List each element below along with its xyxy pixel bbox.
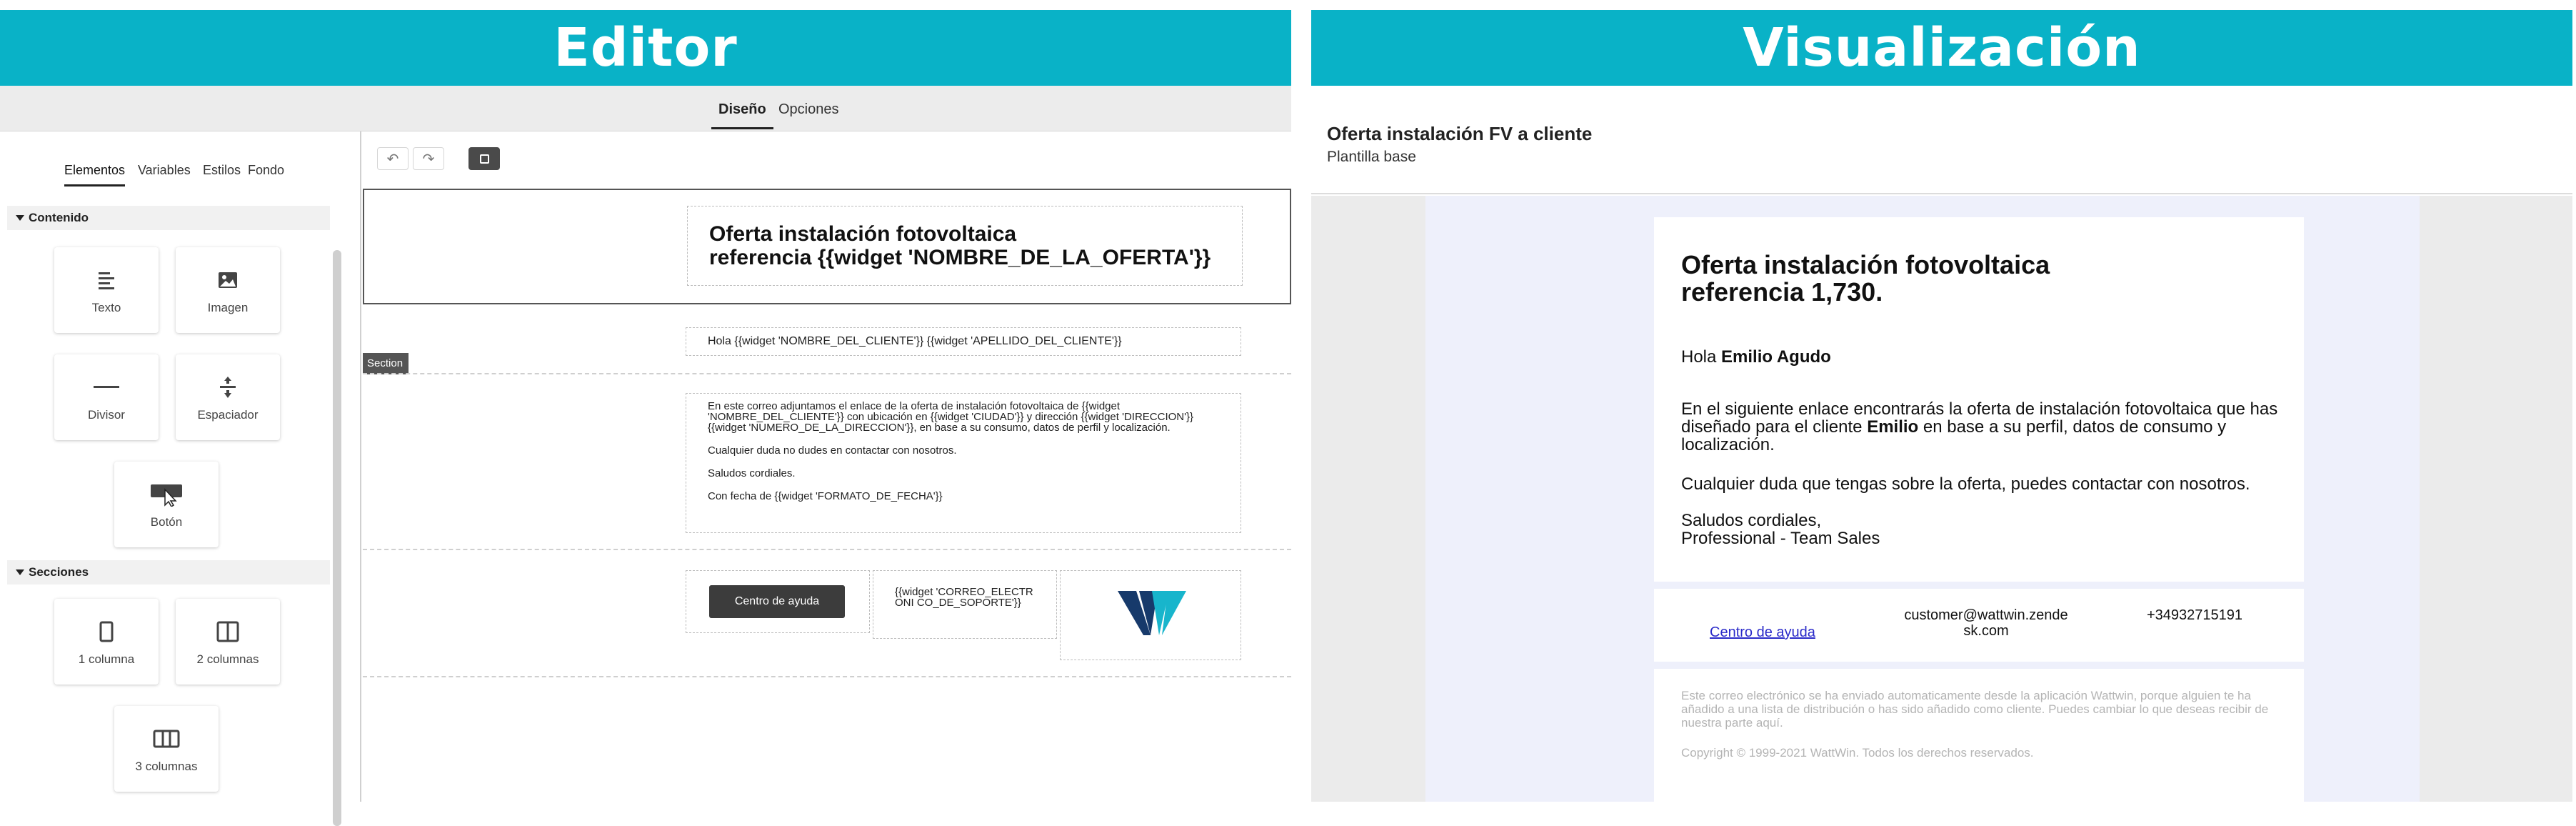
preview-banner-title: Visualización: [1743, 17, 2141, 79]
support-email-block[interactable]: [873, 570, 1057, 639]
email-body-paragraph-2: Cualquier duda que tengas sobre la oferta, puedes contactar con nosotros.: [1681, 474, 2250, 494]
support-email-line-2: sk.com: [1963, 623, 2009, 639]
email-body-paragraph-1: [1681, 400, 2295, 454]
undo-icon: ↶: [386, 151, 399, 167]
email-body-client-name: Emilio: [1867, 417, 1919, 437]
sections-header-label: Secciones: [29, 565, 89, 579]
editor-banner-title: Editor: [553, 17, 738, 79]
section-two-columns-label: 2 columnas: [196, 652, 259, 666]
support-email-widget: {{widget 'CORREO_ELECTRONI CO_DE_SOPORTE'}}: [895, 586, 1033, 609]
one-column-icon: [54, 620, 159, 643]
sidebar-scrollbar-thumb[interactable]: [333, 250, 341, 826]
template-name: Plantilla base: [1327, 149, 1416, 165]
section-one-column-label: 1 columna: [78, 652, 135, 666]
preview-header: [1311, 86, 2572, 194]
body-block[interactable]: [686, 393, 1241, 533]
spacer-icon: [176, 376, 280, 399]
section-one-column[interactable]: [54, 599, 159, 685]
email-title-line-2: referencia 1,730.: [1681, 277, 1883, 307]
canvas-section-header[interactable]: [363, 189, 1291, 304]
body-paragraph-2: Cualquier duda no dudes en contactar con nosotros.: [708, 444, 957, 457]
content-header-label: Contenido: [29, 211, 89, 224]
support-email-line-1: customer@wattwin.zende: [1904, 607, 2068, 623]
sections-section-header[interactable]: [7, 560, 330, 584]
preview-toggle-button[interactable]: [468, 147, 500, 170]
help-center-link[interactable]: Centro de ayuda: [1710, 625, 1815, 640]
caret-down-icon: [16, 569, 24, 575]
element-button[interactable]: [114, 462, 219, 547]
element-text-label: Texto: [91, 301, 121, 314]
two-columns-icon: [176, 620, 280, 643]
element-text[interactable]: [54, 247, 159, 333]
canvas-section-divider: [363, 373, 1291, 374]
email-copyright: Copyright © 1999-2021 WattWin. Todos los derechos reservados.: [1681, 746, 2034, 760]
redo-icon: ↷: [422, 151, 435, 167]
divider-icon: [54, 376, 159, 399]
element-image-label: Imagen: [207, 301, 249, 314]
email-greeting: [1681, 347, 1831, 367]
tab-opciones[interactable]: Opciones: [778, 101, 839, 117]
text-align-icon: [54, 269, 159, 292]
element-spacer[interactable]: [176, 354, 280, 440]
section-three-columns-label: 3 columnas: [135, 760, 198, 773]
element-image[interactable]: [176, 247, 280, 333]
title-line-2: referencia {{widget 'NOMBRE_DE_LA_OFERTA'}}: [709, 246, 1211, 269]
email-disclaimer-card: [1654, 669, 2304, 802]
email-background: [1425, 196, 2420, 802]
email-greeting-name: Emilio Agudo: [1721, 347, 1831, 367]
side-tab-fondo[interactable]: Fondo: [248, 163, 285, 177]
caret-down-icon: [16, 215, 24, 221]
email-name: Oferta instalación FV a cliente: [1327, 123, 1593, 144]
email-contact-card: [1654, 589, 2304, 662]
preview-panel: [1311, 86, 2572, 802]
greeting-block[interactable]: [686, 327, 1241, 356]
element-divider[interactable]: [54, 354, 159, 440]
editor-panel: [0, 86, 1291, 802]
editor-banner: [0, 10, 1291, 86]
side-tab-variables[interactable]: Variables: [138, 163, 191, 177]
preview-body: [1311, 196, 2572, 802]
email-title-line-1: Oferta instalación fotovoltaica: [1681, 250, 2050, 279]
side-tab-elementos[interactable]: Elementos: [64, 163, 126, 177]
square-icon: [480, 154, 489, 164]
content-section-header[interactable]: [7, 206, 330, 230]
image-icon: [176, 269, 280, 292]
element-divider-label: Divisor: [88, 408, 125, 422]
tab-diseno[interactable]: Diseño: [718, 101, 766, 117]
email-main-card: [1654, 217, 2304, 582]
logo-block[interactable]: [1060, 570, 1241, 660]
elements-sidebar: [0, 131, 361, 802]
body-paragraph-4: Con fecha de {{widget 'FORMATO_DE_FECHA'}}: [708, 490, 943, 502]
support-phone: +34932715191: [2147, 607, 2243, 623]
section-two-columns[interactable]: [176, 599, 280, 685]
email-closing-2: Professional - Team Sales: [1681, 529, 1880, 548]
element-button-label: Botón: [150, 515, 183, 529]
email-disclaimer: Este correo electrónico se ha enviado automaticamente desde la aplicación Wattwin, porque alguien te ha añadido a una lista de distribución o has sido añadido como cliente. Puedes cambiar lo que deseas recibir de nuestra parte aquí.: [1681, 689, 2269, 730]
body-paragraph-1: En este correo adjuntamos el enlace de la oferta de instalación fotovoltaica de {{widget 'NOMBRE_DEL_CLIENTE'}} con ubicación en {{widget 'CIUDAD'}} y dirección {{widget 'DIRECCION'}} {{widget 'NUMERO_DE_LA_DIRECCION'}}, en base a su consumo, datos de perfil y localización.: [708, 400, 1194, 434]
wattwin-logo-icon: [1118, 591, 1186, 638]
element-spacer-label: Espaciador: [197, 408, 259, 422]
greeting-text: Hola {{widget 'NOMBRE_DEL_CLIENTE'}} {{widget 'APELLIDO_DEL_CLIENTE'}}: [708, 335, 1122, 347]
section-tag[interactable]: Section: [363, 353, 409, 374]
help-center-button[interactable]: Centro de ayuda: [709, 585, 845, 618]
side-tab-estilos[interactable]: Estilos: [203, 163, 241, 177]
title-block[interactable]: [687, 206, 1243, 286]
email-closing-1: Saludos cordiales,: [1681, 511, 1822, 530]
title-line-1: Oferta instalación fotovoltaica: [709, 222, 1017, 246]
editor-tab-bar: [0, 86, 1291, 131]
section-three-columns[interactable]: [114, 706, 219, 792]
email-body-part-a: En el siguiente enlace encontrarás la oferta de instalación fotovoltaica que has diseñado para el cliente: [1681, 399, 2278, 437]
preview-banner: [1311, 10, 2572, 86]
redo-button[interactable]: [413, 147, 444, 170]
body-paragraph-3: Saludos cordiales.: [708, 467, 796, 479]
sidebar-scrollbar[interactable]: [333, 250, 341, 826]
three-columns-icon: [114, 727, 219, 750]
email-greeting-prefix: Hola: [1681, 347, 1722, 367]
email-body-part-b: en base a su perfil, datos de consumo y localización.: [1681, 417, 2227, 454]
editor-canvas: [363, 131, 1291, 802]
undo-button[interactable]: [377, 147, 409, 170]
button-icon: [114, 483, 219, 506]
help-button-block[interactable]: [686, 570, 870, 633]
